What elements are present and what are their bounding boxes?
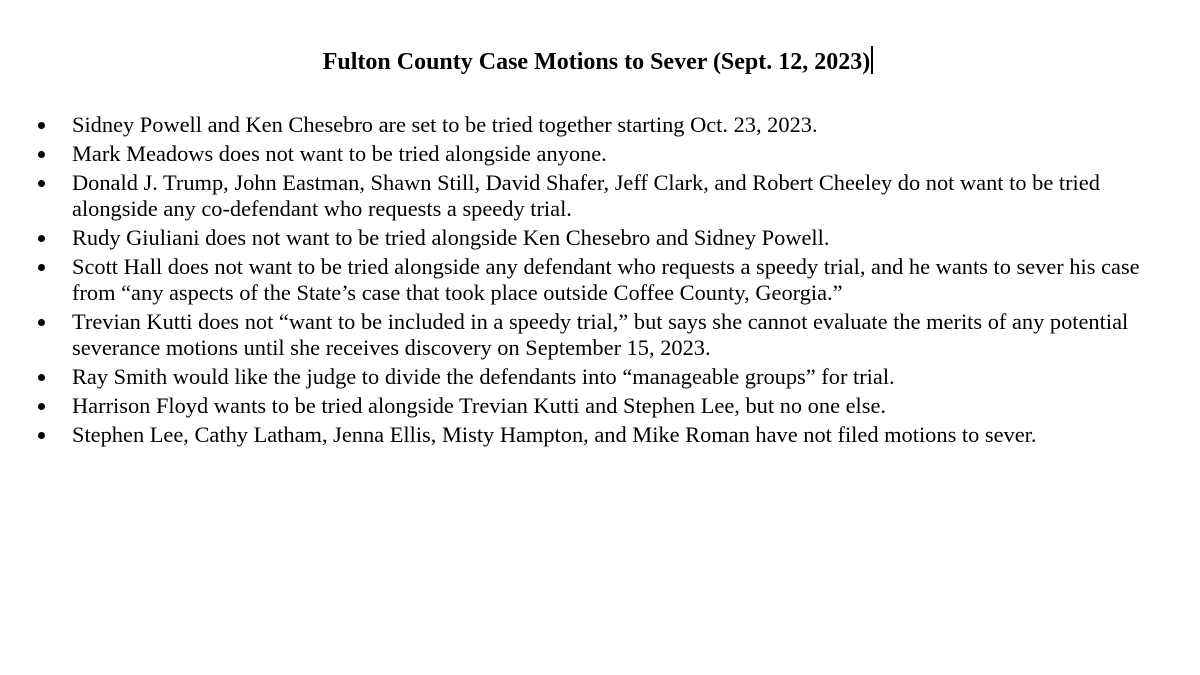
list-item-text: Stephen Lee, Cathy Latham, Jenna Ellis, Misty Hampton, and Mike Roman have not filed motions to sever. bbox=[72, 422, 1037, 447]
bullet-icon bbox=[38, 374, 45, 381]
bullet-icon bbox=[38, 432, 45, 439]
list-item-text: Donald J. Trump, John Eastman, Shawn Still, David Shafer, Jeff Clark, and Robert Cheeley do not want to be tried alongside any co-defendant who requests a speedy trial. bbox=[72, 170, 1100, 221]
bullet-icon bbox=[38, 235, 45, 242]
list-item bbox=[0, 170, 1200, 222]
text-cursor bbox=[871, 46, 873, 74]
list-item-text: Ray Smith would like the judge to divide the defendants into “manageable groups” for trial. bbox=[72, 364, 895, 389]
bullet-list bbox=[0, 112, 1200, 451]
document-title bbox=[323, 44, 878, 80]
list-item-text: Harrison Floyd wants to be tried alongside Trevian Kutti and Stephen Lee, but no one else. bbox=[72, 393, 887, 418]
list-item-text: Mark Meadows does not want to be tried alongside anyone. bbox=[72, 141, 607, 166]
bullet-icon bbox=[38, 403, 45, 410]
list-item bbox=[0, 422, 1200, 448]
list-item bbox=[0, 112, 1200, 138]
list-item-text: Sidney Powell and Ken Chesebro are set to be tried together starting Oct. 23, 2023. bbox=[72, 112, 818, 137]
bullet-icon bbox=[38, 151, 45, 158]
bullet-icon bbox=[38, 122, 45, 129]
list-item bbox=[0, 364, 1200, 390]
list-item-text: Rudy Giuliani does not want to be tried alongside Ken Chesebro and Sidney Powell. bbox=[72, 225, 830, 250]
list-item bbox=[0, 141, 1200, 167]
list-item-text: Scott Hall does not want to be tried alongside any defendant who requests a speedy trial, and he wants to sever his case from “any aspects of the State’s case that took place outside Coffee County, Georgia.” bbox=[72, 254, 1140, 305]
list-item-text: Trevian Kutti does not “want to be included in a speedy trial,” but says she cannot evaluate the merits of any potential severance motions until she receives discovery on September 15, 2023. bbox=[72, 309, 1129, 360]
bullet-icon bbox=[38, 264, 45, 271]
bullet-icon bbox=[38, 180, 45, 187]
bullet-icon bbox=[38, 319, 45, 326]
list-item bbox=[0, 254, 1200, 306]
list-item bbox=[0, 225, 1200, 251]
title-container bbox=[0, 44, 1200, 80]
list-item bbox=[0, 309, 1200, 361]
document-title-text: Fulton County Case Motions to Sever (Sept. 12, 2023) bbox=[322, 49, 871, 75]
list-item bbox=[0, 393, 1200, 419]
